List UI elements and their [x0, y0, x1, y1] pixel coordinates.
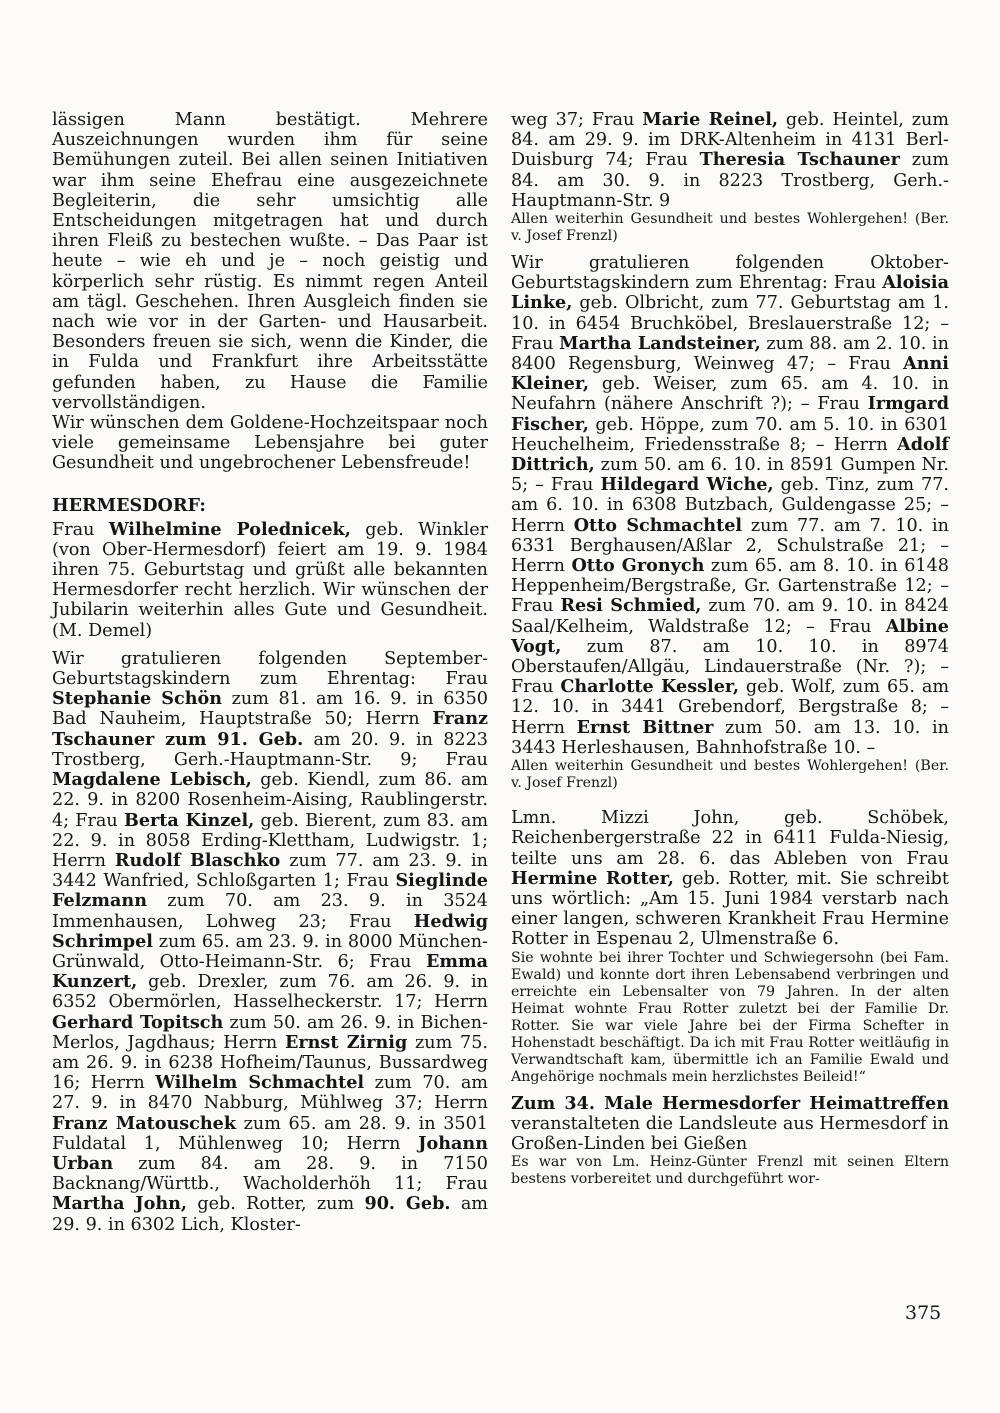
bold-name: Rudolf Blaschko — [114, 849, 281, 871]
text-run: zum 84. am 30. 9. in 8223 Trostberg, Gerh.-Hauptmann-Str. 9 — [511, 150, 949, 211]
text-run: am 29. 9. in 6302 Lich, Kloster- — [52, 1194, 488, 1235]
bold-name: Aloisia Linke, — [511, 272, 949, 314]
left-column — [52, 110, 488, 1235]
text-run: zum 65. am 8. 10. in 6148 Heppenheim/Bergstraße, Gr. Gartenstraße 12; – Frau — [511, 556, 949, 617]
heimattreffen-article-body: Es war von Lm. Heinz-Günter Frenzl mit seinen Eltern bestens vorbereitet und durchgeführt wor- — [511, 1154, 949, 1188]
bold-name: Johann Urban — [52, 1132, 488, 1174]
text-run: geb. Rotter, zum — [187, 1194, 365, 1215]
bold-name: Franz Tschauner zum 91. Geb. — [52, 708, 488, 750]
bold-name: Ernst Zirnig — [284, 1031, 408, 1053]
bold-name: Stephanie Schön — [52, 688, 223, 710]
bold-name: Adolf Dittrich, — [511, 433, 949, 476]
text-run: zum 75. am 26. 9. in 6238 Hofheim/Taunus, Bussardweg 16; Herrn — [52, 1032, 488, 1094]
bold-name: Martha Landsteiner, — [559, 332, 761, 354]
bold-name: Wilhelmine Polednicek, — [108, 518, 351, 540]
polednicek-birthday-notice — [52, 520, 488, 641]
page-number: 375 — [905, 1302, 942, 1324]
text-run: zum 88. am 2. 10. in 8400 Regensburg, Weinweg 47; – Frau — [511, 333, 950, 375]
bold-name: Franz Matouschek — [52, 1112, 237, 1134]
text-run: zum 70. am 27. 9. in 8470 Nabburg, Mühlweg 37; Herrn — [52, 1073, 488, 1114]
bold-name: Hermine Rotter, — [511, 867, 674, 889]
september-birthdays-list — [52, 649, 488, 1235]
bold-name: Hildegard Wiche, — [600, 474, 774, 496]
text-run: am 20. 9. in 8223 Trostberg, Gerh.-Hauptmann-Str. 9; Frau — [52, 729, 488, 770]
text-run: Wir gratulieren folgenden Oktober-Geburtstagskindern zum Ehrentag: Frau — [511, 253, 949, 294]
text-run: zum 65. am 28. 9. in 3501 Fuldatal 1, Mühlenweg 10; Herrn — [52, 1113, 488, 1154]
text-run: zum 50. am 13. 10. in 3443 Herleshausen, Bahnhofstraße 10. – — [511, 717, 949, 758]
bold-name: Magdalene Lebisch, — [52, 769, 252, 791]
bold-name: Albine Vogt, — [511, 615, 949, 657]
text-run: geb. Wolf, zum 65. am 12. 10. in 3441 Grebendorf, Bergstraße 8; – Herrn — [511, 677, 950, 738]
bold-name: Charlotte Kessler, — [560, 676, 739, 698]
bold-name: Gerhard Topitsch — [52, 1011, 224, 1033]
text-run: geb. Heintel, zum 84. am 29. 9. im DRK-Altenheim in 4131 Berl-Duisburg 74; Frau — [511, 110, 949, 171]
obituary-rotter-details: Sie wohnte bei ihrer Tochter und Schwiegersohn (bei Fam. Ewald) und konnte dort ihren Lebensabend verbringen und erreichte ein Lebensalter von 79 Jahren. In der alten Heimat wohnte Frau Rotter zuletzt bei der Familie Dr. Rotter. Sie war viele Jahre bei der Firma Schefter in Hohenstadt beschäftigt. Da ich mit Frau Rotter weitläufig in Verwandtschaft kam, übermittle ich an Familie Ewald und Angehörige nochmals mein herzlichstes Beileid!“ — [511, 949, 949, 1085]
text-run: zum 81. am 16. 9. in 6350 Bad Nauheim, Hauptstraße 50; Herrn — [52, 689, 488, 730]
text-run: lässigen Mann bestätigt. Mehrere Auszeichnungen wurden ihm für seine Bemühungen zuteil. Bei allen seinen Initiativen war ihm seine Ehefrau eine ausgezeichnete Begleiterin, die sehr umsichtig alle Entscheidungen mitgetragen hat und durch ihren Fleiß zu bestechen wußte. – Das Paar ist heute – wie eh und je – noch geistig und körperlich sehr rüstig. Es nimmt regen Anteil am tägl. Geschehen. Ihren Ausgleich finden sie nach wie vor in der Garten- und Hausarbeit. Besonders freuen sie sich, wenn die Kinder, die in Fulda und Frankfurt ihre Arbeitsstätte gefunden haben, zu Hause die Familie vervollständigen. — [52, 110, 488, 413]
text-run: geb. Bierent, zum 83. am 22. 9. in 8058 Erding-Klettham, Ludwigstr. 1; Herrn — [52, 810, 488, 871]
october-wishes-note: Allen weiterhin Gesundheit und bestes Wohlergehen! (Ber. v. Josef Frenzl) — [511, 758, 949, 792]
bold-name: Irmgard Fischer, — [511, 393, 949, 435]
september-birthdays-continued — [511, 110, 949, 211]
right-column — [511, 110, 949, 1188]
text-run: Lmn. Mizzi John, geb. Schöbek, Reichenbergerstraße 22 in 6411 Fulda-Niesig, teilte uns am 28. 6. das Ableben von Frau — [511, 808, 949, 869]
text-run: veranstalteten die Landsleute aus Hermesdorf in Großen-Linden bei Gießen — [511, 1113, 949, 1154]
text-run: geb. Höppe, zum 70. am 5. 10. in 6301 Heuchelheim, Friedensstraße 8; – Herrn — [511, 414, 949, 455]
text-run: zum 84. am 28. 9. in 7150 Backnang/Württb., Wacholderhöh 11; Frau — [52, 1153, 488, 1195]
bold-name: Hedwig Schrimpel — [52, 910, 488, 952]
bold-name: Anni Kleiner, — [511, 353, 949, 395]
text-run: Wir wünschen dem Goldene-Hochzeitspaar noch viele gemeinsame Lebensjahre bei guter Gesundheit und ungebrochener Lebensfreude! — [52, 413, 488, 474]
text-run: geb. Drexler, zum 76. am 26. 9. in 6352 Obermörlen, Hasselheckerstr. 17; Herrn — [52, 972, 488, 1013]
text-run: Frau — [52, 519, 109, 540]
text-run: geb. Tinz, zum 77. am 6. 10. in 6308 Butzbach, Guldengasse 25; – Herrn — [511, 475, 950, 536]
october-birthdays-list — [511, 253, 949, 758]
text-run: zum 50. am 6. 10. in 8591 Gumpen Nr. 5; – Frau — [511, 455, 949, 496]
bold-name: Zum 34. Male Hermesdorfer Heimattreffen — [511, 1092, 949, 1114]
heimattreffen-article — [511, 1094, 949, 1155]
september-wishes-note: Allen weiterhin Gesundheit und bestes Wohlergehen! (Ber. v. Josef Frenzl) — [511, 211, 949, 245]
golden-wedding-wishes — [52, 413, 488, 474]
bold-name: Resi Schmied, — [560, 595, 702, 617]
text-run: geb. Olbricht, zum 77. Geburtstag am 1. 10. in 6454 Bruchköbel, Breslauerstraße 12; – Frau — [511, 293, 949, 354]
text-run: geb. Rotter, mit. Sie schreibt uns wörtlich: „Am 15. Juni 1984 verstarb nach einer langen, schweren Krankheit Frau Hermine Rotter in Espenau 2, Ulmenstraße 6. — [511, 868, 949, 950]
text-run: zum 77. am 7. 10. in 6331 Berghausen/Aßlar 2, Schulstraße 21; – Herrn — [511, 515, 949, 577]
bold-name: 90. Geb. — [364, 1193, 451, 1215]
obituary-rotter — [511, 808, 949, 949]
bold-name: Marie Reinel, — [642, 109, 779, 130]
text-run: zum 65. am 23. 9. in 8000 München-Grünwald, Otto-Heimann-Str. 6; Frau — [52, 931, 488, 972]
bold-name: Sieglinde Felzmann — [52, 870, 488, 912]
bold-name: Otto Schmachtel — [573, 514, 743, 536]
bold-name: Ernst Bittner — [576, 716, 714, 738]
text-run: zum 70. am 23. 9. in 3524 Immenhausen, Lohweg 23; Frau — [52, 891, 488, 932]
text-run: weg 37; Frau — [511, 110, 643, 130]
golden-wedding-text — [52, 110, 488, 413]
text-run: Wir gratulieren folgenden September-Geburtstagskindern zum Ehrentag: Frau — [52, 648, 488, 690]
text-run: zum 87. am 10. 10. in 8974 Oberstaufen/Allgäu, Lindauerstraße (Nr. ?); – Frau — [511, 636, 949, 698]
text-run: zum 70. am 9. 10. in 8424 Saal/Kelheim, Waldstraße 12; – Frau — [511, 596, 949, 637]
bold-name: Wilhelm Schmachtel — [155, 1072, 365, 1094]
bold-name: Emma Kunzert, — [52, 950, 488, 993]
text-run: geb. Kiendl, zum 86. am 22. 9. in 8200 Rosenheim-Aising, Raublingerstr. 4; Frau — [52, 770, 488, 831]
text-run: zum 50. am 26. 9. in Bichen-Merlos, Jagdhaus; Herrn — [52, 1012, 488, 1053]
text-run: geb. Winkler (von Ober-Hermesdorf) feiert am 19. 9. 1984 ihren 75. Geburtstag und grüßt alle bekannten Hermesdorfer recht herzlich. Wir wünschen der Jubilarin weiterhin alles Gute und Gesundheit. (M. Demel) — [52, 519, 489, 641]
bold-name: Martha John, — [52, 1193, 188, 1215]
bold-name: Berta Kinzel, — [123, 809, 255, 831]
bold-name: Theresia Tschauner — [699, 149, 900, 171]
section-heading-hermesdorf: HERMESDORF: — [52, 494, 206, 516]
text-run: geb. Weiser, zum 65. am 4. 10. in Neufahrn (nähere Anschrift ?); – Frau — [511, 374, 949, 415]
bold-name: Otto Gronych — [571, 555, 705, 577]
text-run: zum 77. am 23. 9. in 3442 Wanfried, Schloßgarten 1; Frau — [52, 850, 489, 892]
